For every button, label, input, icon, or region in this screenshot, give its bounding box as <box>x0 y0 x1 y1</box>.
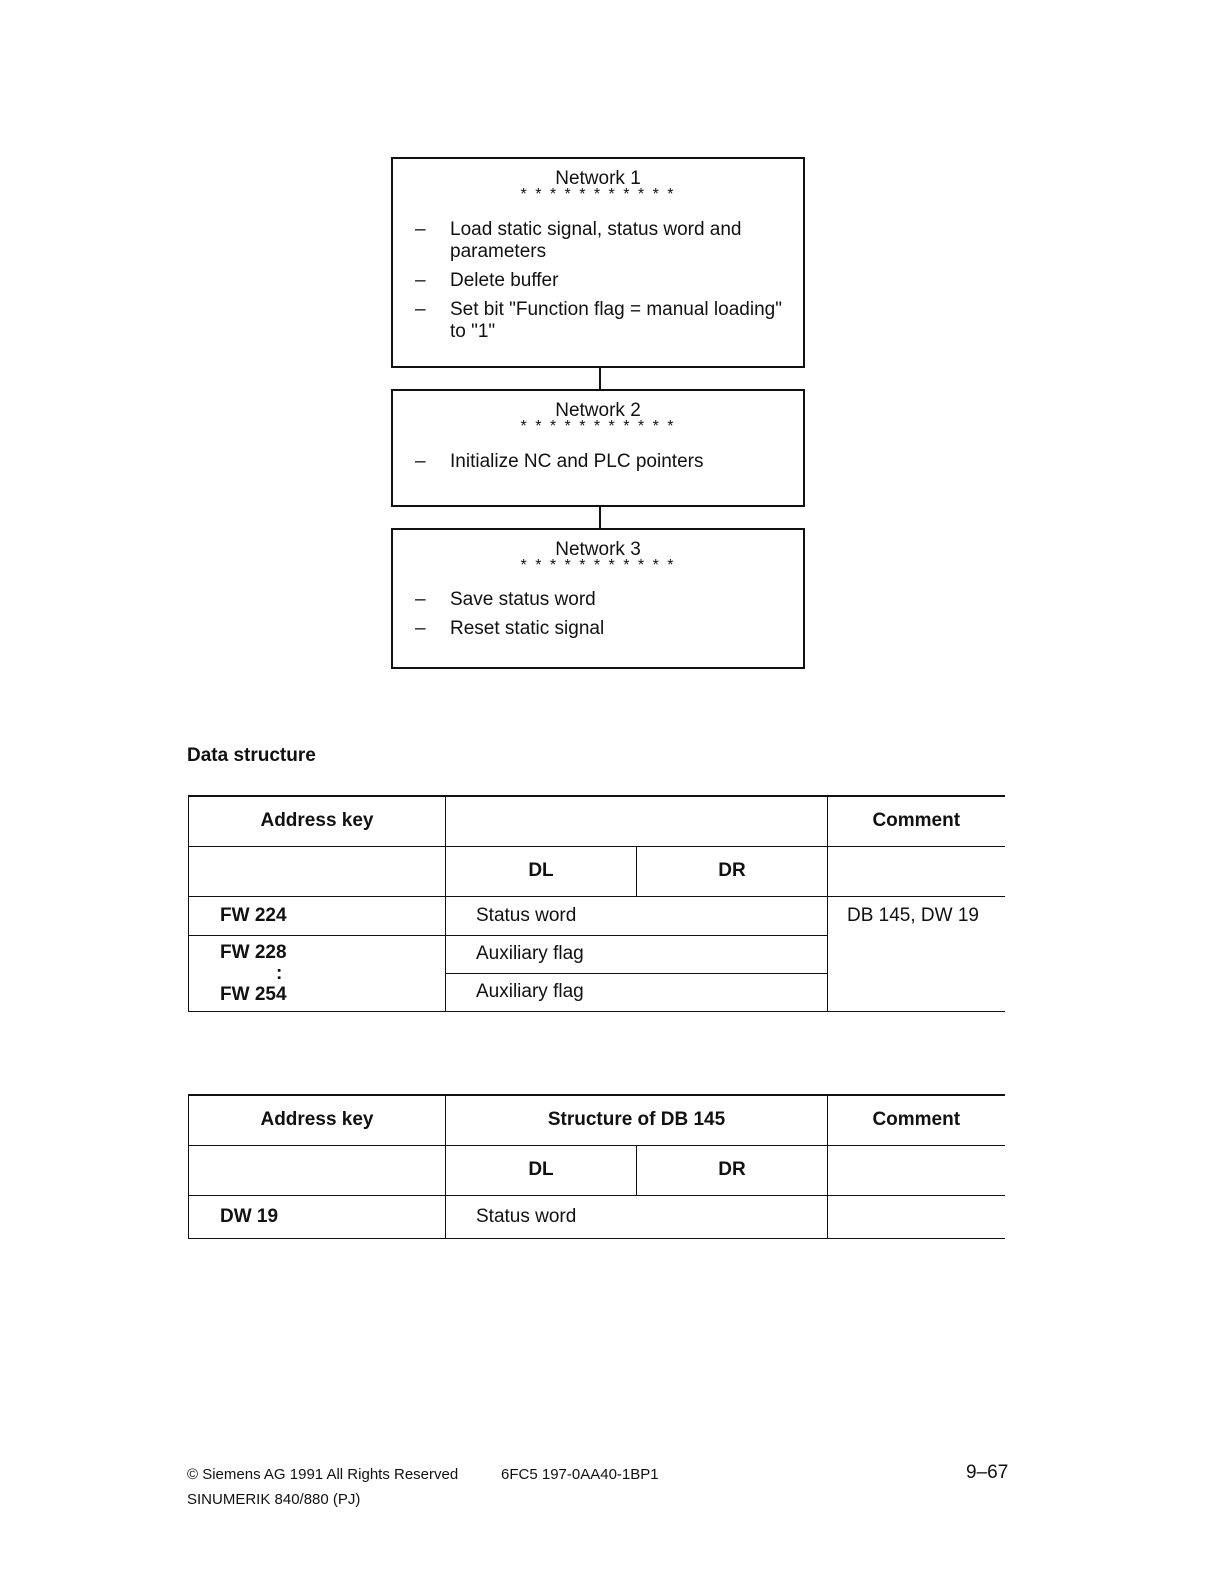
network-2-title: Network 2 <box>555 400 641 421</box>
address-range-cell: FW 228 : FW 254 <box>189 935 446 1011</box>
network-1-box <box>391 157 805 368</box>
header-structure: Structure of DB 145 <box>446 1095 828 1145</box>
table-row <box>189 896 1005 935</box>
footer-product: SINUMERIK 840/880 (PJ) <box>187 1491 361 1508</box>
header-dl: DL <box>446 1145 637 1195</box>
network-3-title: Network 3 <box>555 539 641 560</box>
header-address-key: Address key <box>189 1095 446 1145</box>
value-cell: Auxiliary flag <box>446 973 828 1011</box>
comment-cell <box>828 1195 1005 1238</box>
footer-copyright: © Siemens AG 1991 All Rights Reserved <box>187 1466 459 1483</box>
list-item: – Initialize NC and PLC pointers <box>415 451 704 472</box>
value-cell: Status word <box>446 896 828 935</box>
header-middle <box>446 796 828 846</box>
header-dr: DR <box>637 1145 828 1195</box>
header-dl: DL <box>446 846 637 896</box>
list-item: – Save status word <box>415 589 596 610</box>
section-heading: Data structure <box>187 745 316 766</box>
network-3-box <box>391 528 805 669</box>
header-comment: Comment <box>828 796 1005 846</box>
list-item: – Set bit "Function flag = manual loading" to "1" <box>415 299 782 342</box>
header-address-key: Address key <box>189 796 446 846</box>
comment-cell: DB 145, DW 19 <box>828 896 1005 1011</box>
value-cell: Auxiliary flag <box>446 935 828 973</box>
network-1-stars: * * * * * * * * * * * <box>520 186 676 203</box>
connector-line <box>599 368 601 390</box>
list-item: – Load static signal, status word and parameters <box>415 219 742 262</box>
network-2-box <box>391 389 805 507</box>
data-structure-table-1 <box>188 795 1005 1012</box>
network-1-title: Network 1 <box>555 168 641 189</box>
value-cell: Status word <box>446 1195 828 1238</box>
page-number: 9–67 <box>966 1462 1009 1483</box>
network-3-stars: * * * * * * * * * * * <box>520 557 676 574</box>
address-cell: DW 19 <box>189 1195 446 1238</box>
address-cell: FW 224 <box>189 896 446 935</box>
table-row <box>189 1195 1005 1238</box>
list-item: – Delete buffer <box>415 270 559 291</box>
network-2-stars: * * * * * * * * * * * <box>520 418 676 435</box>
header-dr: DR <box>637 846 828 896</box>
connector-line <box>599 507 601 529</box>
data-structure-table-2 <box>188 1094 1005 1239</box>
footer-order-number: 6FC5 197-0AA40-1BP1 <box>501 1466 659 1483</box>
list-item: – Reset static signal <box>415 618 605 639</box>
header-comment: Comment <box>828 1095 1005 1145</box>
